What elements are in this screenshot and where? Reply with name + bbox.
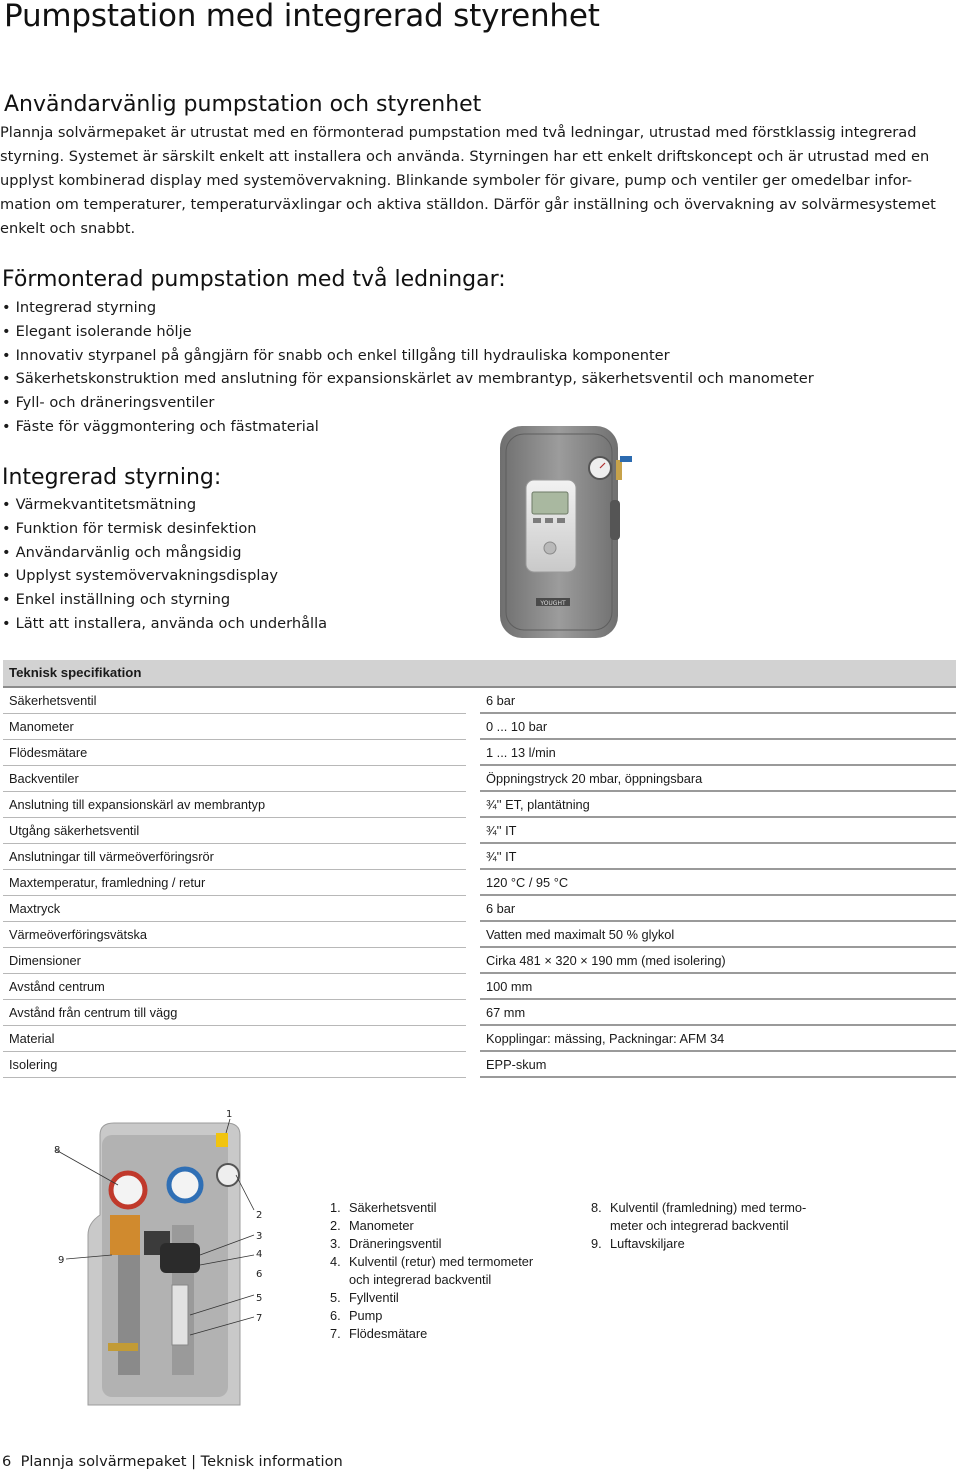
list-item: • Enkel inställning och styrning — [2, 588, 327, 612]
table-row — [3, 688, 956, 714]
spec-label: Anslutning till expansionskärl av membrantyp — [3, 792, 466, 818]
spec-label: Anslutningar till värmeöverföringsrör — [3, 844, 466, 870]
spec-value: ¾'' ET, plantätning — [480, 792, 956, 818]
spec-label: Isolering — [3, 1052, 466, 1078]
list-item: • Fyll- och dräneringsventiler — [2, 391, 814, 415]
table-row — [3, 740, 956, 766]
spec-label: Säkerhetsventil — [3, 688, 466, 714]
callout-7: 7 — [256, 1313, 263, 1324]
spec-label: Manometer — [3, 714, 466, 740]
table-row — [3, 844, 956, 870]
spec-value: Vatten med maximalt 50 % glykol — [480, 922, 956, 948]
legend-left — [330, 1199, 533, 1343]
footer-section: Teknisk information — [200, 1453, 343, 1470]
spec-label: Material — [3, 1026, 466, 1052]
callout-6: 6 — [256, 1269, 263, 1280]
table-row — [3, 1026, 956, 1052]
control-list — [2, 493, 327, 636]
legend-item: 4. Kulventil (retur) med termometer — [330, 1254, 534, 1269]
table-row — [3, 714, 956, 740]
spec-value: 100 mm — [480, 974, 956, 1000]
spec-label: Värmeöverföringsvätska — [3, 922, 466, 948]
legend-item: 1. Säkerhetsventil — [330, 1200, 437, 1215]
intro-line: enkelt och snabbt. — [0, 220, 136, 237]
legend-right — [591, 1199, 806, 1253]
product-label: YOUGHT — [540, 600, 566, 607]
page-footer — [2, 1453, 343, 1470]
spec-table-heading: Teknisk specifikation — [3, 660, 956, 688]
table-row — [3, 974, 956, 1000]
intro-line: upplyst kombinerad display med systemövervakning. Blinkande symboler för givare, pump och ventiler ger omedelbar infor- — [0, 172, 913, 189]
list-item: • Lätt att installera, använda och underhålla — [2, 612, 327, 636]
callout-8: 8 — [54, 1145, 61, 1156]
legend-item: 8. Kulventil (framledning) med termo- — [591, 1200, 807, 1215]
list-item: • Säkerhetskonstruktion med anslutning för expansionskärlet av membrantyp, säkerhetsventil och manometer — [2, 367, 814, 391]
legend-item-cont: meter och integrerad backventil — [610, 1218, 789, 1233]
table-row — [3, 922, 956, 948]
table-row — [3, 792, 956, 818]
callout-5: 5 — [256, 1293, 263, 1304]
spec-label: Utgång säkerhetsventil — [3, 818, 466, 844]
intro-line: mation om temperaturer, temperaturväxlingar och aktiva ställdon. Därför går inställning och övervakning av solvärmesystemet — [0, 196, 936, 213]
table-row — [3, 896, 956, 922]
spec-label: Maxtryck — [3, 896, 466, 922]
callout-2: 2 — [256, 1210, 263, 1221]
spec-label: Dimensioner — [3, 948, 466, 974]
pump-station-photo — [492, 420, 652, 646]
spec-value: 120 °C / 95 °C — [480, 870, 956, 896]
spec-value: ¾'' IT — [480, 844, 956, 870]
spec-value: 6 bar — [480, 896, 956, 922]
premounted-heading: Förmonterad pumpstation med två ledningar: — [2, 267, 506, 292]
spec-rows — [3, 688, 956, 1078]
spec-value: EPP-skum — [480, 1052, 956, 1078]
table-row — [3, 870, 956, 896]
footer-brand: Plannja solvärmepaket — [20, 1453, 187, 1470]
spec-label: Flödesmätare — [3, 740, 466, 766]
intro-paragraph — [0, 121, 960, 241]
hydraulic-diagram — [40, 1105, 280, 1410]
spec-value: 1 ... 13 l/min — [480, 740, 956, 766]
table-row — [3, 948, 956, 974]
legend-item: 6. Pump — [330, 1308, 383, 1323]
spec-value: 67 mm — [480, 1000, 956, 1026]
control-heading: Integrerad styrning: — [2, 465, 222, 490]
page-title: Pumpstation med integrerad styrenhet — [4, 0, 600, 34]
premounted-list — [2, 296, 814, 439]
list-item: • Integrerad styrning — [2, 296, 814, 320]
legend-item: 7. Flödesmätare — [330, 1326, 428, 1341]
spec-label: Backventiler — [3, 766, 466, 792]
page-number: 6 — [2, 1453, 12, 1470]
section-heading: Användarvänlig pumpstation och styrenhet — [4, 92, 482, 117]
spec-label: Avstånd centrum — [3, 974, 466, 1000]
list-item: • Användarvänlig och mångsidig — [2, 541, 327, 565]
footer-separator: | — [191, 1453, 197, 1470]
intro-line: Plannja solvärmepaket är utrustat med en förmonterad pumpstation med två ledningar, utrustad med förstklassig integrerad — [0, 124, 917, 141]
callout-3: 3 — [256, 1231, 263, 1242]
list-item: • Elegant isolerande hölje — [2, 320, 814, 344]
legend-item: 5. Fyllventil — [330, 1290, 399, 1305]
table-row — [3, 1000, 956, 1026]
spec-label: Maxtemperatur, framledning / retur — [3, 870, 466, 896]
table-row — [3, 766, 956, 792]
callout-1: 1 — [226, 1109, 233, 1120]
list-item: • Fäste för väggmontering och fästmaterial — [2, 415, 814, 439]
legend-item: 2. Manometer — [330, 1218, 414, 1233]
list-item: • Innovativ styrpanel på gångjärn för snabb och enkel tillgång till hydrauliska komponenter — [2, 344, 814, 368]
table-row — [3, 1052, 956, 1078]
spec-value: 0 ... 10 bar — [480, 714, 956, 740]
spec-value: Öppningstryck 20 mbar, öppningsbara — [480, 766, 956, 792]
spec-value: Kopplingar: mässing, Packningar: AFM 34 — [480, 1026, 956, 1052]
pump-station-illustration — [492, 420, 652, 646]
spec-value: 6 bar — [480, 688, 956, 714]
legend-item-cont: och integrerad backventil — [349, 1272, 492, 1287]
spec-table — [3, 660, 956, 1078]
callout-4: 4 — [256, 1249, 263, 1260]
legend-item: 9. Luftavskiljare — [591, 1236, 685, 1251]
table-row — [3, 818, 956, 844]
spec-value: ¾'' IT — [480, 818, 956, 844]
hydraulic-diagram-illustration — [40, 1105, 280, 1410]
intro-line: styrning. Systemet är särskilt enkelt att installera och använda. Styrningen har ett enkelt driftskoncept och är utrustad med en — [0, 148, 930, 165]
list-item: • Värmekvantitetsmätning — [2, 493, 327, 517]
list-item: • Funktion för termisk desinfektion — [2, 517, 327, 541]
spec-value: Cirka 481 × 320 × 190 mm (med isolering) — [480, 948, 956, 974]
callout-9: 9 — [58, 1255, 65, 1266]
spec-label: Avstånd från centrum till vägg — [3, 1000, 466, 1026]
list-item: • Upplyst systemövervakningsdisplay — [2, 564, 327, 588]
legend-item: 3. Dräneringsventil — [330, 1236, 442, 1251]
